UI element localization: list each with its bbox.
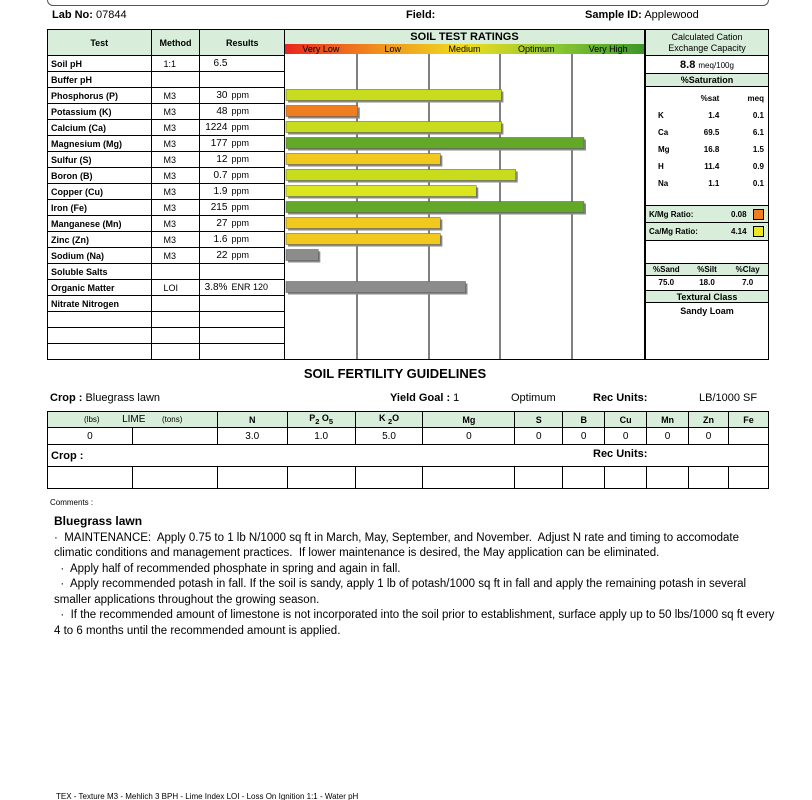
ratings-title: SOIL TEST RATINGS — [285, 30, 644, 44]
camg-ratio: Ca/Mg Ratio: 4.14 — [646, 223, 768, 241]
saturation-row: Mg 16.8 1.5 — [658, 145, 764, 154]
results-row — [48, 264, 285, 280]
test-result: 177 ppm — [200, 136, 285, 152]
test-method — [151, 72, 200, 88]
test-result: 6.5 — [200, 56, 285, 72]
test-method — [151, 264, 200, 280]
results-row — [48, 280, 285, 296]
results-row — [48, 232, 285, 248]
test-name: Copper (Cu) — [48, 184, 152, 200]
test-method: M3 — [151, 136, 200, 152]
yield-goal: Yield Goal : 1 — [390, 392, 460, 404]
results-row — [48, 200, 285, 216]
guidelines-values-row — [48, 428, 769, 445]
texture-header: %Sand — [653, 265, 680, 274]
ratings-bars — [285, 54, 644, 360]
test-method: 1:1 — [151, 56, 200, 72]
test-result — [200, 312, 285, 328]
guideline-value — [728, 428, 768, 445]
col-p2o5: $P_2$ $O_5$ — [287, 412, 355, 428]
test-method — [151, 296, 200, 312]
crop-line: Crop : Bluegrass lawn — [50, 392, 161, 404]
results-row — [48, 248, 285, 264]
test-name: Potassium (K) — [48, 104, 152, 120]
lime-header: (lbs) LIME (tons) — [48, 412, 218, 428]
results-row — [48, 72, 285, 88]
rating-bar — [286, 234, 440, 245]
test-name: Magnesium (Mg) — [48, 136, 152, 152]
test-name — [48, 344, 152, 360]
test-method: M3 — [151, 88, 200, 104]
results-row — [48, 104, 285, 120]
rec-units-label: Rec Units: — [593, 392, 648, 404]
rating-bar — [286, 282, 466, 293]
test-name: Boron (B) — [48, 168, 152, 184]
cec-caption: Calculated Cation Exchange Capacity — [646, 30, 768, 56]
test-result: 215 ppm — [200, 200, 285, 216]
results-row — [48, 216, 285, 232]
test-result: 12 ppm — [200, 152, 285, 168]
test-result: 1224 ppm — [200, 120, 285, 136]
rating-level: Very High — [588, 44, 628, 54]
guideline-value: 3.0 — [217, 428, 287, 445]
guideline-value — [132, 428, 217, 445]
saturation-table: %sat meq K 1.4 0.1 Ca 69.5 6.1 Mg 16.8 1.5 H 11.4 0.9 Na 1.1 0.1 — [646, 89, 768, 193]
texture-value: 7.0 — [742, 278, 754, 287]
test-method: M3 — [151, 104, 200, 120]
guideline-value: 1.0 — [287, 428, 355, 445]
rating-bar — [286, 186, 476, 197]
texture-value: 75.0 — [658, 278, 675, 287]
km-ratio-swatch — [753, 209, 764, 220]
test-method — [151, 328, 200, 344]
saturation-row: H 11.4 0.9 — [658, 162, 764, 171]
test-name — [48, 328, 152, 344]
test-result: 3.8% ENR 120 — [200, 280, 285, 296]
cec-value: 8.8 meq/100g — [646, 56, 768, 74]
results-row — [48, 328, 285, 344]
rating-level: Optimum — [518, 44, 555, 54]
comments-heading: Bluegrass lawn — [54, 514, 143, 528]
test-method: M3 — [151, 200, 200, 216]
abbreviation-legend: TEX - Texture M3 - Mehlich 3 BPH - Lime Index LOI - Loss On Ignition 1:1 - Water pH — [56, 792, 359, 800]
col-results: Results — [200, 30, 285, 56]
col-k2o: K $_2$O — [355, 412, 423, 428]
test-result: 27 ppm — [200, 216, 285, 232]
guideline-value: 0 — [515, 428, 563, 445]
soil-test-ratings-chart — [285, 29, 645, 360]
col-method: Method — [151, 30, 200, 56]
guideline-value: 0 — [423, 428, 515, 445]
test-method: M3 — [151, 232, 200, 248]
test-name: Calcium (Ca) — [48, 120, 152, 136]
results-row — [48, 120, 285, 136]
test-name: Manganese (Mn) — [48, 216, 152, 232]
test-result: 22 ppm — [200, 248, 285, 264]
texture-header: %Clay — [735, 265, 760, 274]
col-zn: Zn — [689, 412, 729, 428]
texture-header: %Silt — [697, 265, 717, 274]
texture-value: 18.0 — [699, 278, 715, 287]
col-s: S — [515, 412, 563, 428]
test-result — [200, 328, 285, 344]
test-name: Zinc (Zn) — [48, 232, 152, 248]
col-test: Test — [48, 30, 152, 56]
test-result: 1.9 ppm — [200, 184, 285, 200]
col-fe: Fe — [728, 412, 768, 428]
saturation-row: K 1.4 0.1 — [658, 111, 764, 120]
rating-level: Very Low — [302, 44, 340, 54]
rating-bar — [286, 250, 318, 261]
results-row — [48, 312, 285, 328]
crop2-row: Crop : Rec Units: — [48, 445, 769, 467]
test-method: LOI — [151, 280, 200, 296]
saturation-title: %Saturation — [646, 74, 768, 87]
test-name: Sodium (Na) — [48, 248, 152, 264]
test-result — [200, 264, 285, 280]
results-row — [48, 296, 285, 312]
saturation-row: Ca 69.5 6.1 — [658, 128, 764, 137]
test-result — [200, 296, 285, 312]
test-name: Soluble Salts — [48, 264, 152, 280]
test-name: Nitrate Nitrogen — [48, 296, 152, 312]
guideline-value: 0 — [689, 428, 729, 445]
field: Field: — [406, 9, 436, 21]
comment-line: · If the recommended amount of limestone is not incorporated into the soil prior to establishment, surface apply up to 50 lbs/1000 sq ft every 4 to 6 months until the recommended amount is applied. — [54, 609, 778, 637]
ratings-scale — [285, 44, 644, 54]
comments-label: Comments : — [50, 498, 94, 507]
rating-level: Medium — [448, 44, 481, 54]
comment-line: · Apply recommended potash in fall. If the soil is sandy, apply 1 lb of potash/1000 sq ft in fall and apply the remaining potash in several smaller applications throughout the growing season. — [54, 578, 750, 606]
test-name: Soil pH — [48, 56, 152, 72]
rating-level: Low — [384, 44, 401, 54]
test-method: M3 — [151, 120, 200, 136]
lab-no: Lab No: 07844 — [52, 9, 127, 21]
guideline-value: 0 — [647, 428, 689, 445]
test-name: Organic Matter — [48, 280, 152, 296]
guidelines-table — [47, 411, 769, 489]
guideline-value: 0 — [605, 428, 647, 445]
camg-ratio-swatch — [753, 226, 764, 237]
test-result: 48 ppm — [200, 104, 285, 120]
test-name: Iron (Fe) — [48, 200, 152, 216]
rec-units: LB/1000 SF — [699, 392, 758, 404]
rating-bar — [286, 154, 440, 165]
top-border — [47, 0, 769, 6]
textural-class-title: Textural Class — [646, 290, 768, 303]
texture-values — [646, 276, 768, 290]
test-method — [151, 344, 200, 360]
results-row — [48, 184, 285, 200]
test-result: 0.7 ppm — [200, 168, 285, 184]
test-name — [48, 312, 152, 328]
comments — [54, 514, 776, 639]
yield-level: Optimum — [511, 392, 556, 404]
test-result — [200, 344, 285, 360]
guideline-value: 5.0 — [355, 428, 423, 445]
results-row — [48, 152, 285, 168]
rating-bar — [286, 90, 501, 101]
rating-bar — [286, 138, 584, 149]
test-method — [151, 312, 200, 328]
test-method: M3 — [151, 152, 200, 168]
test-name: Phosphorus (P) — [48, 88, 152, 104]
test-result: 30 ppm — [200, 88, 285, 104]
col-n: N — [217, 412, 287, 428]
test-name: Buffer pH — [48, 72, 152, 88]
guideline-value: 0 — [563, 428, 605, 445]
col-mg: Mg — [423, 412, 515, 428]
comment-line: · Apply half of recommended phosphate in spring and again in fall. — [54, 562, 401, 575]
test-method: M3 — [151, 216, 200, 232]
rating-bar — [286, 202, 584, 213]
test-method: M3 — [151, 184, 200, 200]
results-row — [48, 56, 285, 72]
texture-headers — [646, 264, 768, 276]
col-mn: Mn — [647, 412, 689, 428]
test-method: M3 — [151, 248, 200, 264]
comment-line: · MAINTENANCE: Apply 0.75 to 1 lb N/1000 sq ft in March, May, September, and November. Adjust N rate and timing to accomodate climatic conditions and management practices. If lower maintenance is desired, the May application can be eliminated. — [54, 531, 743, 559]
saturation-row: Na 1.1 0.1 — [658, 179, 764, 188]
col-cu: Cu — [605, 412, 647, 428]
rating-bar — [286, 218, 440, 229]
results-row — [48, 168, 285, 184]
test-result: 1.6 ppm — [200, 232, 285, 248]
test-name: Sulfur (S) — [48, 152, 152, 168]
test-result — [200, 72, 285, 88]
results-row — [48, 88, 285, 104]
textural-class: Sandy Loam — [680, 306, 734, 316]
rating-bar — [286, 106, 358, 117]
rating-bar — [286, 122, 501, 133]
cec-panel — [645, 29, 769, 360]
test-method: M3 — [151, 168, 200, 184]
results-row — [48, 136, 285, 152]
guidelines-title: SOIL FERTILITY GUIDELINES — [303, 366, 487, 381]
km-ratio: K/Mg Ratio: 0.08 — [646, 205, 768, 223]
sample-id: Sample ID: Applewood — [585, 9, 699, 21]
col-b: B — [563, 412, 605, 428]
results-row — [48, 344, 285, 360]
guideline-value: 0 — [48, 428, 133, 445]
rating-bar — [286, 170, 516, 181]
results-table — [47, 29, 285, 360]
